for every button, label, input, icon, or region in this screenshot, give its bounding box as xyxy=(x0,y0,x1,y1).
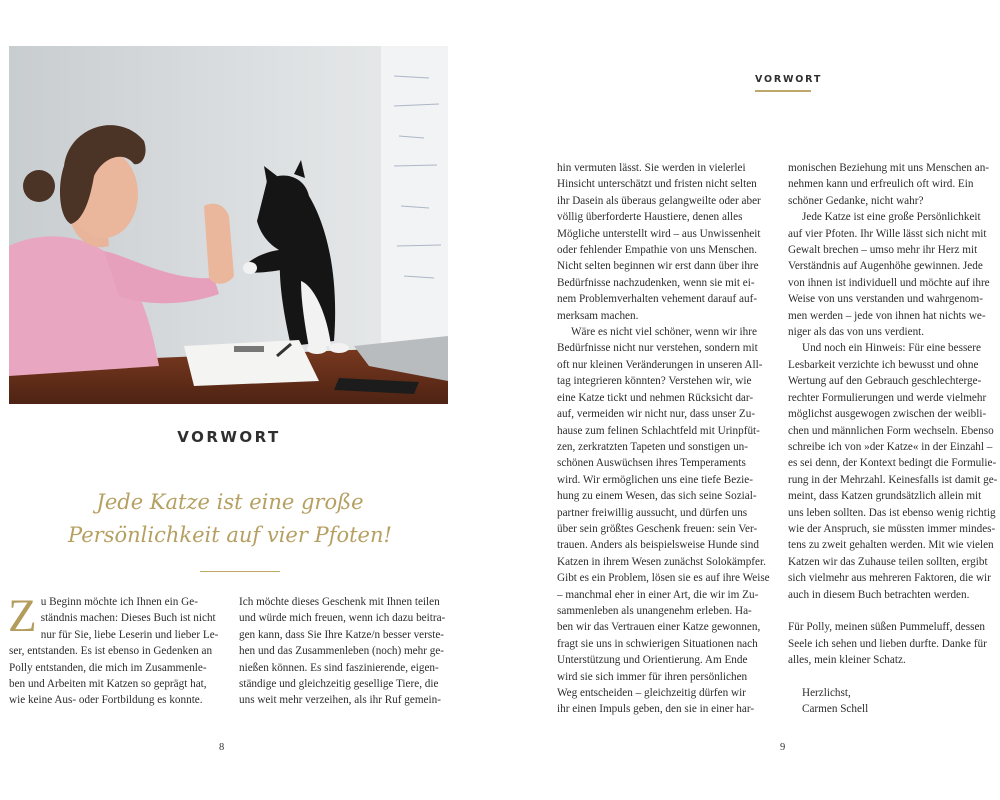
text-line: ben und Arbeiten mit Katzen so geprägt hat, xyxy=(9,678,207,691)
text-line: Gibt es ein Problem, lösen sie es auf ihre Weise xyxy=(557,572,770,585)
text-line: sammenleben als unangenehm erleben. Ha- xyxy=(557,604,752,617)
header-underline xyxy=(755,90,811,92)
running-header: VORWORT xyxy=(755,74,823,85)
text-line: Wäre es nicht viel schöner, wenn wir ihre xyxy=(571,326,757,339)
text-line: meint, dass Katzen grundsätzlich allein mit xyxy=(788,490,982,503)
text-line: wird. Wir ermöglichen uns eine tiefe Bezie- xyxy=(557,473,753,486)
text-line: monischen Beziehung mit uns Menschen an- xyxy=(788,162,990,174)
page-number: 9 xyxy=(780,742,786,753)
text-line: ihr Dasein als überaus gelangweilte oder aber xyxy=(557,194,761,207)
text-line: nem Problemverhalten vehement darauf auf- xyxy=(557,293,758,306)
text-line: hen und das Zusammenleben (noch) mehr ge- xyxy=(239,645,445,658)
text-line: fragt sie uns in schwierigen Situationen nach xyxy=(557,637,758,650)
text-line: nur für Sie, liebe Leserin und lieber Le- xyxy=(40,628,219,641)
cover-photo-woman-cat-high-five xyxy=(9,46,448,404)
quote-divider xyxy=(200,571,280,572)
text-line: nießen können. Es sind faszinierende, eigen- xyxy=(239,661,439,674)
text-line: von ihnen ist individuell und möchte auf ihre xyxy=(788,276,990,289)
text-line: Katzen in ihrem Wesen zunächst Solokämpfer. xyxy=(557,555,766,568)
text-line: Weise von uns verstanden und wahrgenom- xyxy=(788,293,983,306)
text-line: merksam machen. xyxy=(557,309,639,322)
text-line: u Beginn möchte ich Ihnen ein Ge- xyxy=(40,596,198,608)
text-line: Gewalt brechen – umso mehr ihr Herz mit xyxy=(788,244,978,257)
text-line: wird sie sich immer für ihren persönlichen xyxy=(557,670,748,683)
text-line: Bedürfnisse nicht nur verstehen, sondern mit xyxy=(557,342,758,355)
text-line: es sei denn, der Kontext bedingt die Formulie- xyxy=(788,457,997,470)
text-line: rung in der Mehrzahl. Keinesfalls ist damit ge- xyxy=(788,473,998,486)
text-line: alles, mein kleiner Schatz. xyxy=(788,654,906,667)
text-line: tag integrieren könnten? Verstehen wir, wie xyxy=(557,375,752,388)
left-column-2 xyxy=(239,594,451,709)
text-line: Für Polly, meinen süßen Pummeluff, dessen xyxy=(788,621,986,634)
text-line: völlig überforderte Haustiere, denen alles xyxy=(557,211,743,224)
text-line: auch in diesem Buch betrachten werden. xyxy=(788,588,970,601)
text-line: eine Katze tickt und nehmen Rücksicht dar- xyxy=(557,391,754,404)
text-line: auf vier Pfoten. Ihr Wille lässt sich nicht mit xyxy=(788,227,987,240)
page-number: 8 xyxy=(219,742,225,753)
text-line: gen kann, dass Sie Ihre Katze/n besser verste- xyxy=(239,628,445,641)
left-column-1 xyxy=(8,590,221,709)
text-line: Polly entstanden, die mich im Zusammenle- xyxy=(9,661,207,674)
right-column-2 xyxy=(788,160,1000,718)
text-line: Hinsicht unterschätzt und fristen nicht selten xyxy=(557,178,757,191)
text-line: Bedürfnisse nachzudenken, wenn sie mit ei- xyxy=(557,276,755,289)
paragraph-gap xyxy=(788,603,1000,619)
text-line: schreibe ich von »der Katze« in der Einzahl – xyxy=(788,440,993,453)
text-line: ser, entstanden. Es ist ebenso in Gedenken an xyxy=(9,645,213,658)
text-line: schöner Gedanke, nicht wahr? xyxy=(788,194,924,207)
text-line: partner freiwillig aussucht, und dürfen uns xyxy=(557,506,748,519)
text-line: Ich möchte dieses Geschenk mit Ihnen teilen xyxy=(239,596,440,608)
text-line: ständnis machen: Dieses Buch ist nicht xyxy=(40,612,216,625)
chapter-heading: VORWORT xyxy=(177,428,281,446)
text-line: wie keine Aus- oder Fortbildung es konnte. xyxy=(9,694,203,707)
photo-illustration xyxy=(9,46,448,404)
text-line: niger als das von uns verdient. xyxy=(788,326,925,339)
text-line: men werden – jede von ihnen hat nichts we- xyxy=(788,309,986,322)
text-line: oft nur kleinen Veränderungen in unseren All- xyxy=(557,358,763,371)
text-line: Katzen wir das Zuhause teilen sollten, ergibt xyxy=(788,555,988,568)
drop-cap: Z xyxy=(8,590,37,642)
text-line: hung zu einem Wesen, das sich seine Sozial- xyxy=(557,490,757,503)
text-line: trauen. Anders als beispielsweise Hunde sind xyxy=(557,539,759,552)
text-line: uns leben sollten. Das ist ebenso wenig richtig xyxy=(788,506,996,519)
text-line: auf, vermeiden wir nicht nur, dass unser Zu- xyxy=(557,408,756,421)
text-line: Carmen Schell xyxy=(802,703,869,716)
text-line: ihr einen Impuls geben, den sie in einer har- xyxy=(557,703,755,716)
text-line: nehmen kann und erfreulich oft wird. Ein xyxy=(788,178,974,191)
text-line: Mögliche unterstellt wird – aus Unwissenheit xyxy=(557,227,761,240)
text-line: wie der Anspruch, sie müssten immer mindes- xyxy=(788,522,996,535)
text-line: Nicht selten beginnen wir erst dann über ihre xyxy=(557,260,759,273)
text-line: tens zu zweit gehalten werden. Mit wie vielen xyxy=(788,539,994,552)
text-line: und würde mich freuen, wenn ich dazu beitra- xyxy=(239,612,446,625)
text-line: – manchmal eher in einer Art, die wir im Zu- xyxy=(557,588,759,601)
text-line: Unterstützung und Orientierung. Am Ende xyxy=(557,654,748,667)
text-line: oder fehlender Empathie von uns Menschen. xyxy=(557,244,758,257)
text-line: möglichst ausgewogen zwischen der weibli- xyxy=(788,408,987,421)
text-line: Verständnis auf Augenhöhe gewinnen. Jede xyxy=(788,260,983,273)
text-line: Weg entscheiden – gleichzeitig dürfen wir xyxy=(557,687,746,699)
text-line: rechter Formulierungen und werde vielmehr xyxy=(788,391,987,404)
text-line: uns weit mehr verzeihen, als ihr Ruf gemein- xyxy=(239,694,441,707)
text-line: Lesbarkeit verzichte ich bewusst und ohne xyxy=(788,358,979,371)
text-line: Herzlichst, xyxy=(802,686,851,699)
pull-quote-line-2: Persönlichkeit auf vier Pfoten! xyxy=(68,523,392,547)
text-line: hin vermuten lässt. Sie werden in vielerlei xyxy=(557,162,746,174)
text-line: chen und männlichen Form wechseln. Ebenso xyxy=(788,424,994,437)
text-line: sich vielmehr aus mehreren Faktoren, die wir xyxy=(788,572,991,585)
right-page xyxy=(500,0,1000,800)
text-line: Und noch ein Hinweis: Für eine bessere xyxy=(802,342,981,355)
text-line: zen, zerkratzten Tapeten und sonstigen un- xyxy=(557,440,748,453)
text-line: über sein größtes Geschenk freuen: sein Ver- xyxy=(557,522,758,535)
text-line: schönen Auswüchsen ihres Temperaments xyxy=(557,457,746,470)
text-line: ben wir das Vertrauen einer Katze gewonnen, xyxy=(557,621,761,634)
text-line: hause zum felinen Schlachtfeld mit Urinpfüt- xyxy=(557,424,760,437)
pull-quote xyxy=(20,486,440,552)
text-line: ständige und gleichzeitig gesellige Tiere, die xyxy=(239,678,439,691)
paragraph-gap xyxy=(788,669,1000,685)
text-line: Jede Katze ist eine große Persönlichkeit xyxy=(802,211,981,224)
text-line: Wertung auf den Gebrauch geschlechterge- xyxy=(788,375,982,388)
right-column-1 xyxy=(557,160,772,718)
text-line: Seele ich sehen und lieben durfte. Danke für xyxy=(788,637,987,650)
pull-quote-line-1: Jede Katze ist eine große xyxy=(96,490,364,514)
